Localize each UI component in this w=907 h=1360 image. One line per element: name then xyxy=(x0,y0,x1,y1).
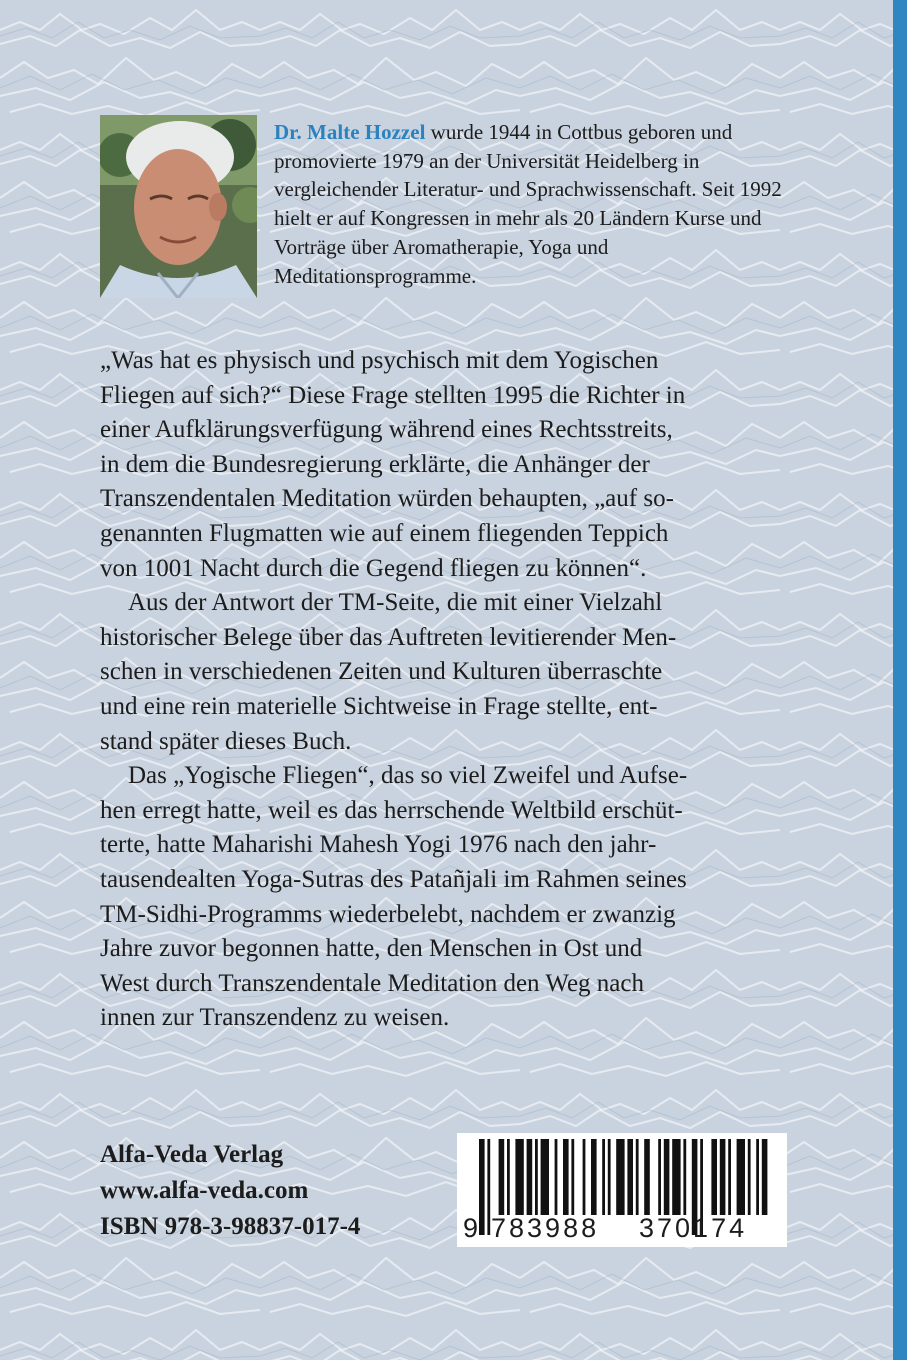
blurb xyxy=(100,344,794,1036)
barcode-bar xyxy=(591,1139,597,1215)
author-photo xyxy=(100,115,257,298)
barcode-bar xyxy=(602,1139,605,1215)
author-name: Dr. Malte Hozzel xyxy=(274,120,426,144)
barcode-bar xyxy=(672,1139,680,1215)
barcode-bar xyxy=(756,1139,759,1215)
barcode-left-group: 783988 xyxy=(491,1213,600,1243)
barcode-bar xyxy=(658,1139,661,1215)
isbn: ISBN 978-3-98837-017-4 xyxy=(100,1213,361,1240)
blurb-paragraph-1: „Was hat es physisch und psychisch mit dem Yogischen Fliegen auf sich?“ Diese Frage stellten 1995 die Richter in einer Aufklärungsverfügung während eines Rechtsstreits, in dem die Bundesregierung erklärte, die Anhänger der Transzendentalen Meditation würden behaupten, „auf so- genannten Flugmatten wie auf einem fliegenden Teppich von 1001 Nacht durch die Gegend fliegen zu können“. xyxy=(100,347,686,582)
barcode-bar xyxy=(583,1139,586,1215)
publisher-website[interactable]: www.alfa-veda.com xyxy=(100,1177,309,1204)
publisher-name: Alfa-Veda Verlag xyxy=(100,1141,284,1168)
barcode-bar xyxy=(515,1139,523,1215)
author-bio-text: wurde 1944 in Cottbus geboren und promovierte 1979 an der Universität Heidelberg in vergleichender Literatur- und Sprachwissenschaft. Seit 1992 hielt er auf Kongressen in mehr als 20 Ländern Kurse und Vorträge über Aromatherapie, Yoga und Meditationsprogramme. xyxy=(274,120,782,288)
barcode-bar xyxy=(664,1139,670,1215)
barcode-bar xyxy=(563,1139,569,1215)
barcode-bar xyxy=(728,1139,731,1215)
barcode-bar xyxy=(535,1139,538,1215)
barcode-bar xyxy=(748,1139,751,1215)
barcode-bar xyxy=(644,1139,650,1215)
author-bio xyxy=(274,118,814,290)
publisher-info xyxy=(100,1137,360,1245)
barcode-bar xyxy=(636,1139,639,1215)
barcode-bar xyxy=(762,1139,768,1215)
barcode-digits xyxy=(457,1213,787,1243)
barcode-bar xyxy=(571,1139,574,1215)
blurb-paragraph-3: Das „Yogische Fliegen“, das so viel Zweifel und Aufse- hen erregt hatte, weil es das herrschende Weltbild erschüt- terte, hatte Maharishi Mahesh Yogi 1976 nach den jahr- tausendealten Yoga-Sutras des Patañjali im Rahmen seines TM-Sidhi-Programms wiederbelebt, nachdem er zwanzig Jahre zuvor begonnen hatte, den Menschen in Ost und West durch Transzendentale Meditation den Weg nach innen zur Transzendenz zu weisen. xyxy=(100,762,688,1032)
blurb-paragraph-2: Aus der Antwort der TM-Seite, die mit einer Vielzahl historischer Belege über das Auftreten levitierender Men- schen in verschiedenen Zeiten und Kulturen überraschte und eine rein materielle Sichtweise in Frage stellte, ent- stand später dieses Buch. xyxy=(100,589,677,755)
barcode-bar xyxy=(541,1139,549,1215)
barcode-bar xyxy=(507,1139,510,1215)
barcode-bar xyxy=(555,1139,558,1215)
barcode-bar xyxy=(720,1139,726,1215)
barcode-bar xyxy=(608,1139,611,1215)
barcode-right-group: 370174 xyxy=(639,1213,748,1243)
barcode-bar xyxy=(527,1139,533,1215)
barcode-lead-digit: 9 xyxy=(463,1213,479,1243)
barcode-bar xyxy=(499,1139,505,1215)
barcode-bar xyxy=(737,1139,745,1215)
barcode-bar xyxy=(683,1139,686,1215)
barcode-bar xyxy=(616,1139,624,1215)
spine-stripe xyxy=(893,0,907,1360)
isbn-barcode xyxy=(457,1133,787,1247)
barcode-bar xyxy=(711,1139,717,1215)
barcode-bar xyxy=(627,1139,633,1215)
